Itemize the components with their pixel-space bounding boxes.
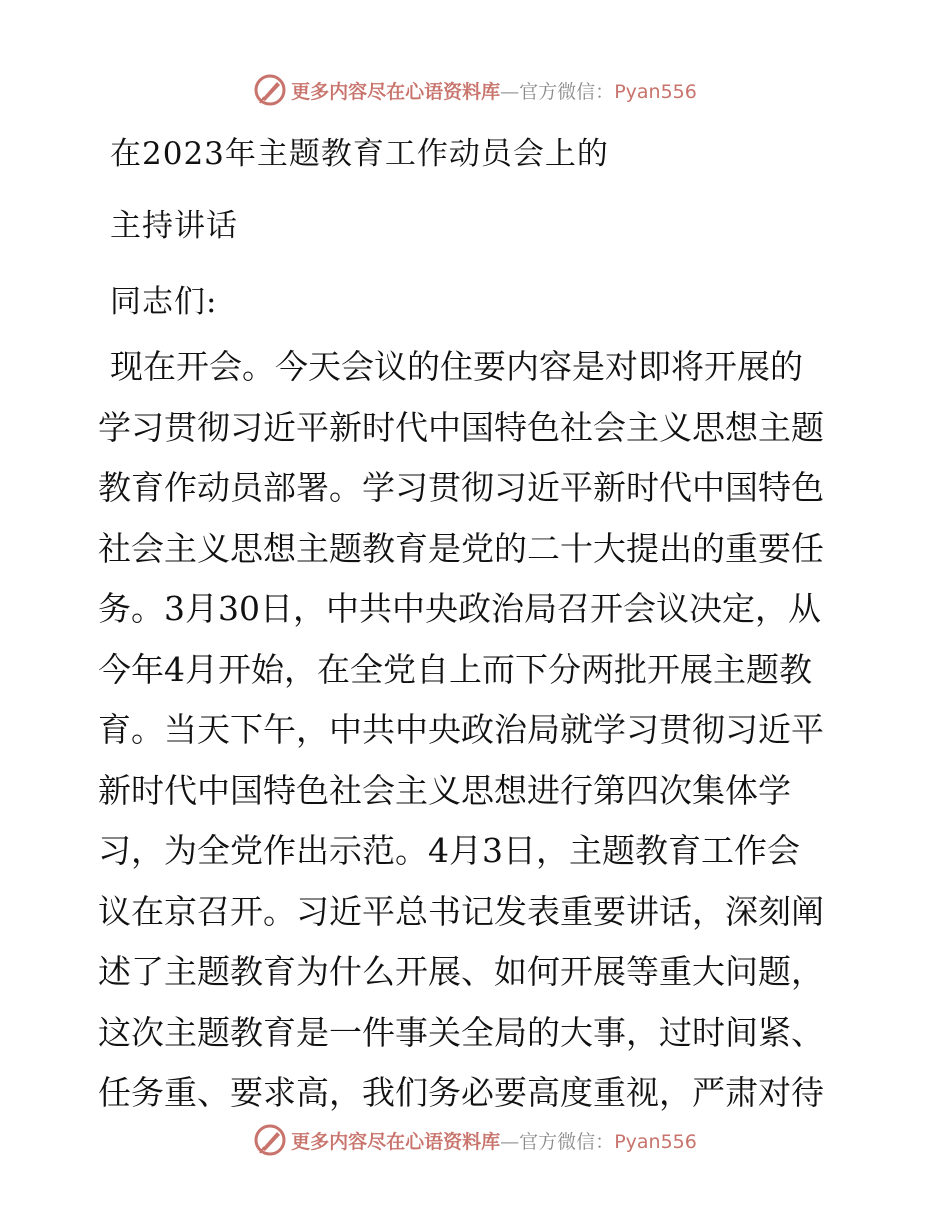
header-watermark xyxy=(0,72,950,108)
watermark-wechat-id: Pyan556 xyxy=(614,1130,697,1153)
body-line: 述了主题教育为什么开展、如何开展等重大问题， xyxy=(98,952,824,991)
watermark-dash: — xyxy=(500,80,520,103)
body-line: 任务重、要求高，我们务必要高度重视，严肃对待 xyxy=(98,1073,824,1112)
watermark-dash: — xyxy=(500,1130,520,1153)
watermark-left-text: 更多内容尽在心语资料库 xyxy=(291,80,501,103)
watermark-wechat-id: Pyan556 xyxy=(614,80,697,103)
body-line: 议在京召开。习近平总书记发表重要讲话，深刻阐 xyxy=(98,891,824,931)
watermark-left-text: 更多内容尽在心语资料库 xyxy=(291,1130,501,1153)
body-line: 学习贯彻习近平新时代中国特色社会主义思想主题 xyxy=(98,407,824,447)
body-line: 习，为全党作出示范。4月3日，主题教育工作会 xyxy=(98,831,800,870)
document-title-line1: 在2023年主题教育工作动员会上的 xyxy=(110,136,609,172)
document-title-line2: 主持讲话 xyxy=(110,208,238,244)
body-line: 这次主题教育是一件事关全局的大事，过时间紧、 xyxy=(98,1012,824,1052)
body-line: 教育作动员部署。学习贯彻习近平新时代中国特色 xyxy=(98,468,824,507)
body-line: 育。当天下午，中共中央政治局就学习贯彻习近平 xyxy=(98,710,824,749)
body-line: 今年4月开始，在全党自上而下分两批开展主题教 xyxy=(98,649,812,689)
body-line: 务。3月30日，中共中央政治局召开会议决定，从 xyxy=(98,589,821,628)
greeting: 同志们: xyxy=(110,284,218,320)
watermark-text xyxy=(291,77,697,104)
watermark-text xyxy=(291,1127,697,1154)
body-paragraph xyxy=(98,344,858,1131)
quill-logo-icon xyxy=(253,73,287,107)
body-line: 现在开会。今天会议的住要内容是对即将开展的 xyxy=(110,347,803,386)
footer-watermark xyxy=(0,1122,950,1158)
quill-logo-icon xyxy=(253,1123,287,1157)
watermark-right-text: 官方微信： xyxy=(519,1130,615,1153)
body-line: 社会主义思想主题教育是党的二十大提出的重要任 xyxy=(98,528,824,568)
body-line: 新时代中国特色社会主义思想进行第四次集体学 xyxy=(98,770,791,810)
watermark-right-text: 官方微信： xyxy=(519,80,615,103)
